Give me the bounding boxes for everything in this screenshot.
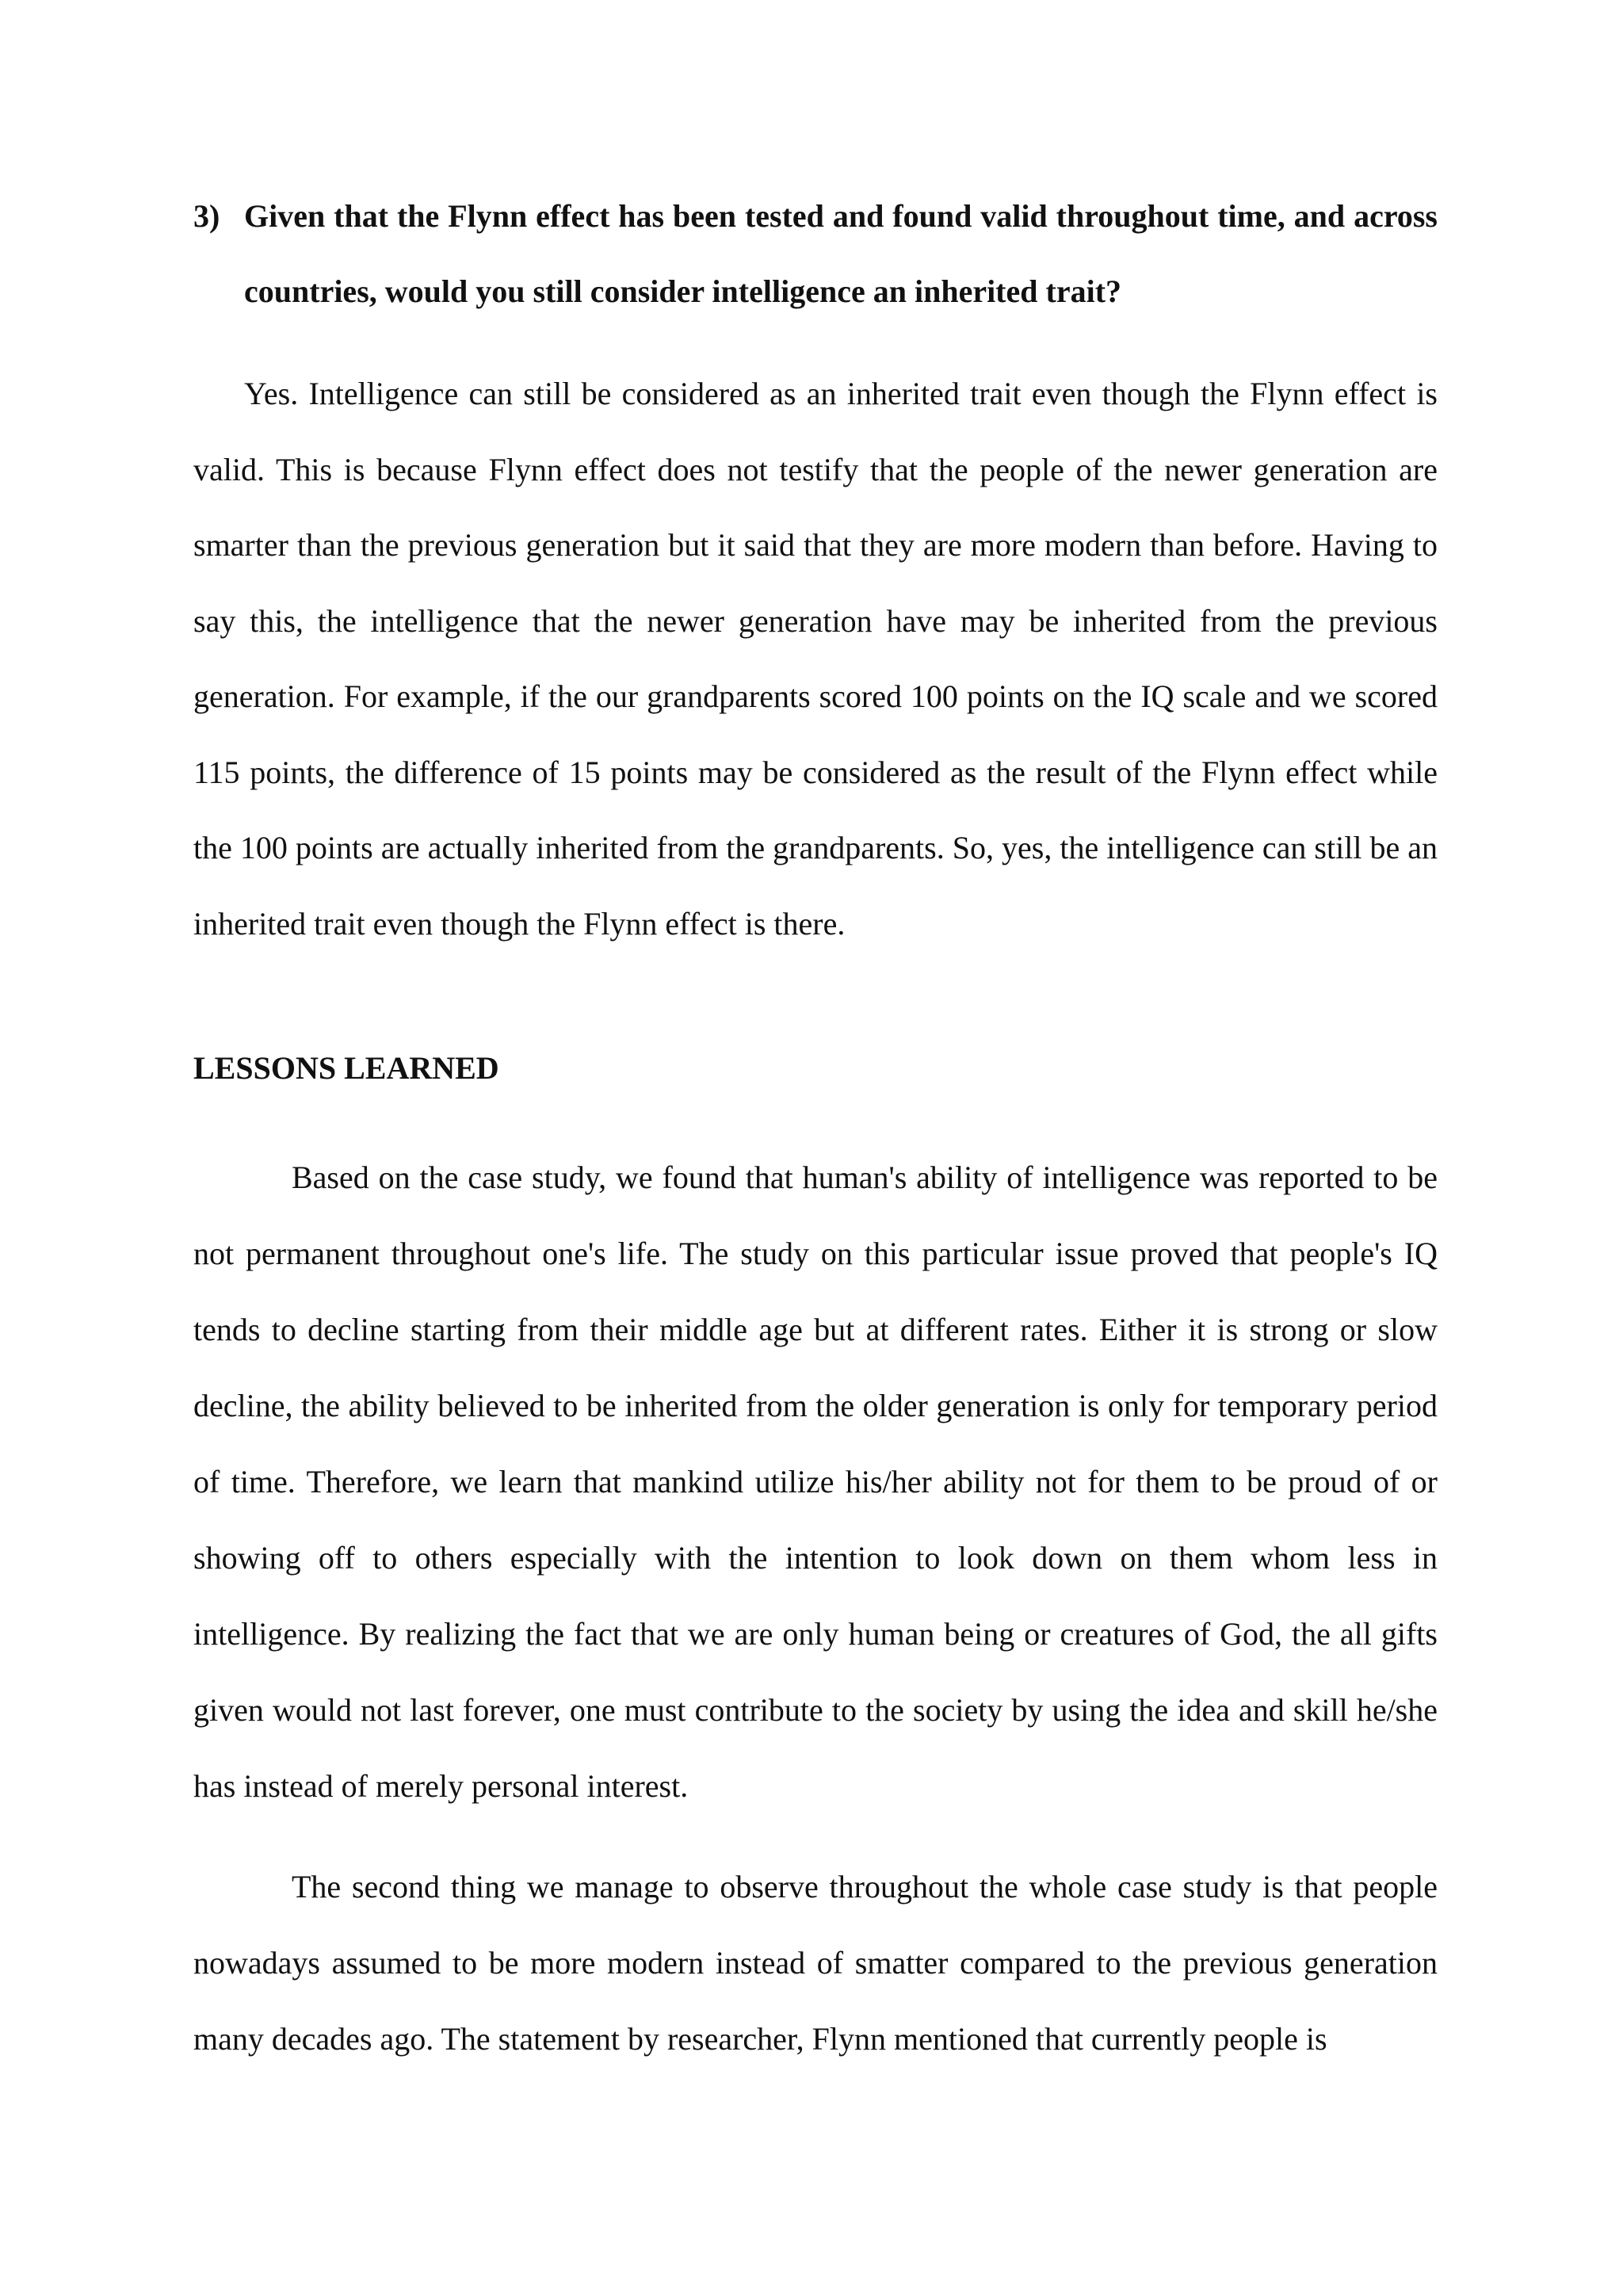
lessons-paragraph-1: Based on the case study, we found that human's ability of intelligence was reported to be not permanent throughout one's life. The study on this particular issue proved that people's IQ tends to decline starting from their middle age but at different rates. Either it is strong or slow decline, the ability believed to be inherited from the older generation is only for temporary period of time. Therefore, we learn that mankind utilize his/her ability not for them to be proud of or showing off to others especially with the intention to look down on them whom less in intelligence. By realizing the fact that we are only human being or creatures of God, the all gifts given would not last forever, one must contribute to the society by using the idea and skill he/she has instead of merely personal interest. — [193, 1159, 1438, 1804]
question-number: 3) — [193, 198, 220, 234]
lessons-paragraph-2: The second thing we manage to observe throughout the whole case study is that people nowadays assumed to be more modern instead of smatter compared to the previous generation many decades ago. The statement by researcher, Flynn mentioned that currently people is — [193, 1869, 1438, 2057]
question-3 — [193, 178, 1438, 329]
question-text: Given that the Flynn effect has been tested and found valid throughout time, and across countries, would you still consider intelligence an inherited trait? — [244, 198, 1438, 309]
answer-paragraph: Yes. Intelligence can still be considered as an inherited trait even though the Flynn effect is valid. This is because Flynn effect does not testify that the people of the newer generation are smarter than the previous generation but it said that they are more modern than before. Having to say this, the intelligence that the newer generation have may be inherited from the previous generation. For example, if the our grandparents scored 100 points on the IQ scale and we scored 115 points, the difference of 15 points may be considered as the result of the Flynn effect while the 100 points are actually inherited from the grandparents. So, yes, the intelligence can still be an inherited trait even though the Flynn effect is there. — [193, 376, 1438, 942]
section-heading-lessons-learned: LESSONS LEARNED — [193, 1050, 499, 1086]
